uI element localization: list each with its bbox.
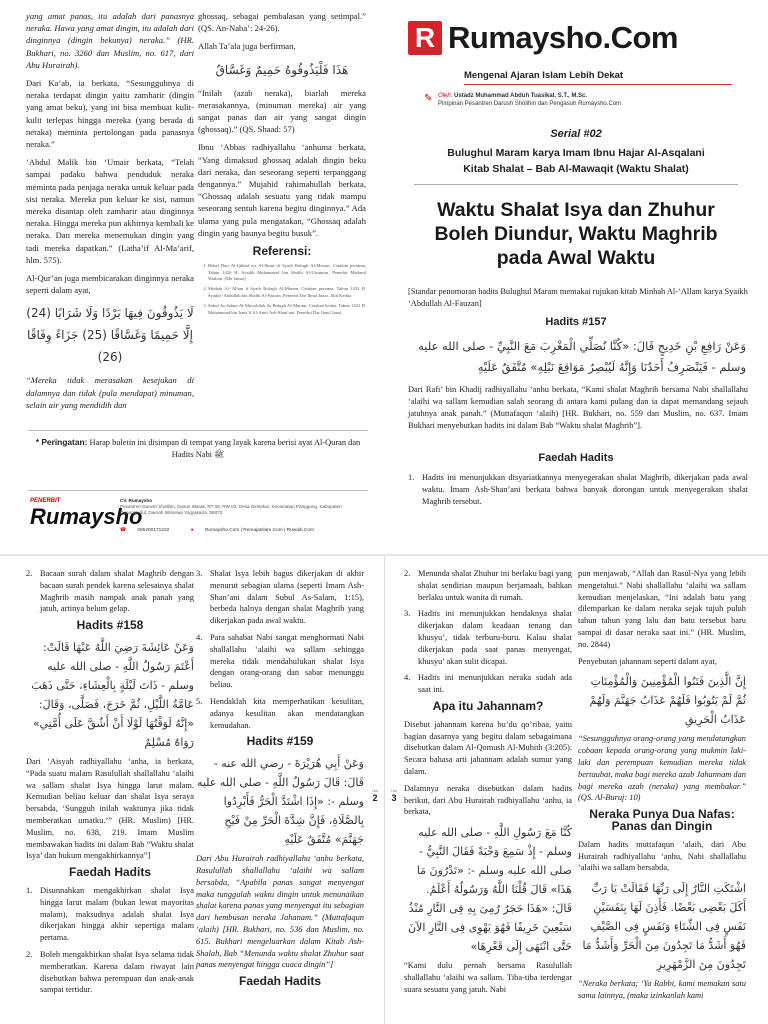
- publisher-footer: [30, 498, 370, 548]
- list-item: 2. Boleh mengakhirkan shalat Isya selama tidak memberatkan. Karena dalam riwayat lain disebutkan bahwa perempuan dan anak-anak sampai tertidur.: [26, 949, 194, 995]
- hadits-translation: Dari ‘Aisyah radhiyallahu ‘anha, ia berkata, “Pada suatu malam Rasulullah shallallahu ‘alaihi wa sallam shalat Isya hingga larut malam. Kemudian beliau keluar dan shalat Isya seraya bersabda, ‘Sungguh inilah waktunya jika tidak memberatkan umatku.’” (HR. Muslim) [HR. Muslim, no. 638, 219. Imam Muslim membawakan hadits ini dalam Bab “Waktu shalat Isya’ dan hukum mengakhirkannya”]: [26, 756, 194, 861]
- page-gutter: [384, 556, 385, 1024]
- warning-text: Harap buletin ini disimpan di tempat yang layak karena berisi ayat Al-Quran dan Hadits Nabi ﷺ: [87, 438, 361, 459]
- arabic-hadits: وَعَنْ عَائِشَةَ رَضِيَ اللَّهُ عَنْهَا قَالَتْ: أَعْتَمَ رَسُولُ اللَّهِ - صلى الله عليه وسلم - ذَاتَ لَيْلَةٍ بِالْعِشَاءِ، حَتَّى ذَهَبَ عَامَّةُ اللَّيْلِ، ثُمَّ خَرَجَ، فَصَلَّى، وَقَالَ: «إِنَّهُ لَوَقْتُهَا لَوْلَا أَنْ أَشُقَّ عَلَى أُمَّتِي» رَوَاهُ مُسْلِمٌ: [31, 640, 194, 749]
- faedah-heading: Faedah Hadits: [538, 452, 614, 464]
- list-item: 5. Hendaklah kita memperhatikan kesulitan, adanya kesulitan akan mendatangkan kemudahan.: [196, 696, 364, 730]
- inner-column-4: [578, 568, 746, 1007]
- back-page: [0, 0, 384, 556]
- references-list: [198, 263, 366, 316]
- logo-text: Rumaysho.Com: [448, 20, 678, 55]
- paragraph: “Neraka berkata; ‘Ya Rabbi, kami memakan satu sama lainnya, (maka izinkanlah kami: [578, 979, 746, 1000]
- phone-icon: ☎: [120, 528, 126, 533]
- author-role: Pimpinan Pesantren Darush Sholihin dan Pengasuh Rumaysho.Com: [438, 101, 622, 107]
- list-item: 3. Hadits ini menunjukkan hendaknya shalat dikerjakan dalam keadaan tenang dan khusyu’, tidak terburu-buru. Kalau shalat dikerjakan pada saat panas menyengat, khusyu’ akan sulit dicapai.: [404, 609, 572, 666]
- paragraph: Ibnu ‘Abbas radhiyallahu ‘anhuma berkata, “Yang dimaksud ghossaq adalah dingin beku dari neraka, dan seseorang seperti terpanggang dengannya.” Mujahid rahimahullah berkata, “Ghossaq adalah sesuatu yang tidak mampu seseorang sentuh karena begitu dinginnya.” Ada ulama yang pula mengatakan, “Ghossaq adalah dingin yang baunya begitu busuk”.: [198, 142, 366, 238]
- paragraph: Penyebutan jahannam seperti dalam ayat,: [578, 656, 717, 666]
- inner-column-1: [26, 568, 194, 1001]
- paragraph: Al-Qur’an juga membicarakan dinginnya neraka seperti dalam ayat,: [26, 273, 194, 296]
- inner-column-2: [196, 568, 364, 994]
- author-name: Ustadz Muhammad Abduh Tuasikal, S.T., M.Sc.: [452, 93, 588, 99]
- divider: [464, 84, 732, 85]
- list-item: 2. Menunda shalat Zhuhur ini berlaku bagi yang shalat sendirian maupun berjamaah, bahkan berlaku untuk wanita di rumah.: [404, 569, 572, 602]
- logo-mark: R: [408, 21, 442, 55]
- arabic-hadits: وَعَنْ رَافِعِ بْنِ خَدِيجٍ قَالَ: «كُنَّا نُصَلِّي الْمَغْرِبَ مَعَ النَّبِيِّ - صلى الله عليه وسلم - فَيَنْصَرِفُ أَحَدُنَا وَإِنَّهُ لَيُبْصِرُ مَوَاقِعَ نَبْلِهِ» مُتَّفَقٌ عَلَيْهِ: [418, 339, 746, 374]
- paragraph: Disebut jahannam karena bu’du qo’ribaa, yaitu bagian dasarnya yang begitu dalam sebagaimana disebutkan dalam Al-Qomush Al-Muhith (3:205). Secara bahasa arti jahannam adalah sumur yang dalam.: [404, 719, 572, 776]
- list-item: 1. Disunnahkan mengakhirkan shalat Isya hingga larut malam (bukan lewat mayoritas malam), maksudnya adalah shalat Isya dikerjakan hingga akhir sepertiga malam pertama.: [26, 885, 194, 943]
- publisher-small-label: PENERBIT: [30, 498, 61, 504]
- hadits-heading: Hadits #157: [545, 316, 607, 328]
- divider: [414, 184, 738, 185]
- site-logo: [408, 20, 678, 56]
- paragraph: ‘Abdul Malik bin ‘Umair berkata, “Telah sampai padaku bahwa penduduk neraka meminta pada penjaga neraka untuk keluar pada sisi neraka. Mereka pun keluar ke sisi, namun mereka disantap oleh zamharir atau dinginnya neraka. Hingga mereka pun akhirnya kembali ke neraka. Dan mereka menemukan dingin yang tadi mereka dapatkan.” (Latha’if Al-Ma’arif, hlm. 575).: [26, 157, 194, 265]
- paragraph: “Inilah (azab neraka), biarlah mereka merasakannya, (minuman mereka) air yang sangat panas dan air yang sangat dingin (ghossaq).” (QS. Shaad: 57): [198, 87, 366, 135]
- faedah-heading: Faedah Hadits: [238, 974, 322, 989]
- paragraph: pun menjawab, “Allah dan Rasul-Nya yang lebih mengetahui.” Nabi shallallahu ‘alaihi wa sallam kemudian menjelaskan, “Ini adalah batu yang dilemparkan ke dalam neraka sejak tujuh puluh tahun tahun yang lalu dan batu tersebut baru sampai di dasar neraka saat ini.” (HR. Muslim, no. 2844): [578, 569, 746, 649]
- author-prefix: Oleh:: [438, 93, 453, 99]
- inner-column-3: [404, 568, 572, 1001]
- paragraph: “Mereka tidak merasakan kesejukan di dalamnya dan tidak (pula mendapat) minuman, selain air yang mendidih dan: [26, 375, 194, 410]
- page-title: Waktu Shalat Isya dan Zhuhur Boleh Diundur, Waktu Maghrib pada Awal Waktu: [434, 199, 718, 269]
- paragraph: Dalam hadits muttafaqun ‘alaih, dari Abu Hurairah radhiyallahu ‘anhu, Nabi shallallahu ‘alaihi wa sallam bersabda,: [578, 839, 746, 873]
- paragraph: Dari Ka’ab, ia berkata, “Sesungguhnya di neraka terdapat dingin yaitu zamharir (dingin yang amat beku), yang ini bisa membuat kulit-kulit terlepas hingga mereka (yang berada di neraka) meminta pertolongan pada panasnya neraka.”: [26, 78, 194, 150]
- arabic-hadits: كُنَّا مَعَ رَسُولِ اللَّهِ - صلى الله عليه وسلم - إِذْ سَمِعَ وَجْبَةً فَقَالَ النَّبِيُّ - صلى الله عليه وسلم -: «تَدْرُونَ مَا هَذَا» قَالَ قُلْنَا اللَّهُ وَرَسُولُهُ أَعْلَمُ. قَالَ: «هَذَا حَجَرٌ رُمِىَ بِهِ فِى النَّارِ مُنْذُ سَبْعِينَ خَرِيفًا فَهُوَ يَهْوِى فِى النَّارِ الآنَ حَتَّى انْتَهَى إِلَى قَعْرِهَا»: [407, 826, 572, 954]
- reference-item: 1. Bekal Dari Al-Ijtihad wa Al-Ihsan di Syarh Bulugh Al-Maram. Cetakan pertama, Tahun 1426 H. Syaikh Muhammad bin Shalih Al-Utsaimin. Penerbit Madarul Wathon. [Ma’lumat]: [208, 263, 366, 282]
- publisher-contacts: [120, 528, 334, 533]
- divider: [28, 490, 368, 491]
- hadits-translation: Dari Rafi’ bin Khadij radhiyallahu ‘anhu berkata, “Kami shalat Maghrib bersama Nabi shallallahu ‘alaihi wa sallam kemudian salah seorang di antara kami pulang dan ia dapat memandang sejauh jatuhnya anak panah.” (Muttafaqun ‘alaih) [HR. Bukhari, no. 559 dan Muslim, no. 637. Imam Bukhari menyebutkan hadits ini dalam Bab “Waktu shalat Maghrib”].: [408, 385, 748, 430]
- section-heading: Neraka Punya Dua Nafas: Panas dan Dingin: [589, 807, 735, 833]
- paragraph: yang amat panas, itu adalah dari panasnya neraka. Hawa yang amat dingin, itu adalah dari dinginnya (dingin bekunya) neraka.” (HR. Bukhari, no. 3260 dan Muslim, no. 617, dari Abu Hurairah).: [26, 11, 194, 70]
- arabic-hadits: اشْتَكَتِ النَّارُ إِلَى رَبِّهَا فَقَالَتْ يَا رَبِّ أَكَلَ بَعْضِى بَعْضًا. فَأَذِنَ لَهَا بِنَفَسَيْنِ نَفَسٍ فِى الشِّتَاءِ وَنَفَسٍ فِى الصَّيْفِ فَهُوَ أَشَدُّ مَا تَجِدُونَ مِنَ الْحَرِّ وَأَشَدُّ مَا تَجِدُونَ مِنَ الزَّمْهَرِيرِ: [582, 882, 746, 972]
- tagline: Mengenal Ajaran Islam Lebih Dekat: [464, 70, 624, 81]
- section-heading: Apa itu Jahannam?: [432, 698, 544, 713]
- publisher-logo: Rumaysho: [30, 504, 143, 529]
- references-heading: Referensi:: [252, 244, 312, 259]
- phone-contact: ☎ 085200171222: [120, 528, 170, 533]
- arabic-verse: هَذَا فَلْيَذُوقُوهُ حَمِيمٌ وَغَسَّاقٌ: [215, 62, 349, 77]
- list-item: 4. Para sahabat Nabi sangat menghormati Nabi shallallahu ‘alaihi wa sallam sehingga mereka tidak mendahulukan shalat Isya dengan orang-orang dan sabar menunggu beliau.: [196, 632, 364, 690]
- faedah-list: [408, 472, 748, 508]
- back-column-2: [198, 10, 366, 320]
- publisher-name: CV. Rumaysho: [120, 498, 152, 503]
- arabic-verse: إِنَّ الَّذِينَ فَتَنُوا الْمُؤْمِنِينَ وَالْمُؤْمِنَاتِ ثُمَّ لَمْ يَتُوبُوا فَلَهُمْ عَذَابُ جَهَنَّمَ وَلَهُمْ عَذَابُ الْحَرِيقِ: [589, 675, 746, 727]
- reference-item: 2. Minhah Al-‘Allam fi Syarh Bulugh Al-Maram. Cetakan pertama, Tahun 1432 H. Syaikh ‘Abdullah bin Shalih Al-Fauzan. Penerbit Dar Ibnul Jauzi. Jilid Kedua: [208, 286, 366, 299]
- subtitle: Bulughul Maram karya Imam Ibnu Hajar Al-Asqalani Kitab Shalat – Bab Al-Mawaqit (Waktu Shalat): [447, 147, 705, 175]
- faedah-heading: Faedah Hadits: [68, 865, 152, 880]
- intro-note: [Standar penomoran hadits Bulughul Maram memakai rujukan kitab Minhah Al-‘Allam karya Syaikh ‘Abdullah Al-Fauzan]: [408, 287, 748, 308]
- page-number-right: hal 3: [391, 788, 397, 803]
- divider: [28, 430, 368, 431]
- list-item: 1. Hadits ini menunjukkan disyariatkannya menyegerakan shalat Maghrib, dikerjakan pada awal waktu. Imam Ash-Shan’ani berkata bahwa banyak dorongan untuk menyegerakan shalat Maghrib tersebut.: [408, 473, 748, 506]
- publisher-info: [120, 498, 370, 516]
- web-contact: ● Rumaysho.Com | RemajaIslam.Com | Ruwaih.Com: [190, 528, 315, 533]
- page-number-left: hal 2: [372, 788, 378, 803]
- list-item: 3. Shalat Isya lebih bagus dikerjakan di akhir menurut sebagian ulama (seperti Imam Ash-Shan’ani dalam Subul As-Salam, 1:15), berbeda halnya dengan shalat Maghrib yang dikerjakan pada awal waktu.: [196, 569, 364, 626]
- back-column-1: [26, 10, 194, 417]
- globe-icon: ●: [190, 528, 194, 533]
- paragraph: ghossaq, sebagai pembalasan yang setimpal.” (QS. An-Naba’: 24-26).: [198, 11, 366, 34]
- paragraph: “Kami dulu pernah bersama Rasulullah shallallahu ‘alaihi wa sallam. Tiba-tiba terdengar suara sesuatu yang jatuh. Nabi: [404, 961, 572, 994]
- author-block: [438, 92, 621, 108]
- paragraph: “Sesungguhnya orang-orang yang mendatangkan cobaan kepada orang-orang yang mukmin laki-laki dan perempuan kemudian mereka tidak bertaubat, maka bagi mereka azab Jahannam dan bagi mereka azab (neraka) yang membakar.” (QS. Al-Buruj: 10): [578, 734, 746, 803]
- list-item: 4. Hadits ini menunjukkan neraka sudah ada saat ini.: [404, 673, 572, 695]
- author-icon: ✎: [424, 93, 433, 104]
- arabic-hadits: وَعَنْ أَبِي هُرَيْرَةَ - رضي الله عنه - قَالَ: قَالَ رَسُولُ اللَّهِ - صلى الله عليه وسلم -: «إِذَا اشْتَدَّ الْحَرُّ فَأَبْرِدُوا بِالصَّلَاةِ، فَإِنَّ شِدَّةَ الْحَرِّ مِنْ فَيْحِ جَهَنَّمَ» مُتَّفَقٌ عَلَيْهِ: [196, 757, 364, 847]
- bottom-spread: [0, 556, 768, 1024]
- hadits-heading: Hadits #158: [76, 618, 144, 633]
- paragraph: Allah Ta’ala juga berfirman,: [198, 41, 296, 52]
- publisher-address: Pesantren Darush Sholihin, Dusun Warak, RT 08, RW 02, Desa Girisekar, Kecamatan Panggang, Kabupaten Gunungkidul, Daerah Istimewa Yogyakarta, 55872.: [120, 504, 342, 515]
- warning-note: [28, 436, 368, 461]
- serial-number: Serial #02: [550, 128, 602, 140]
- paragraph: Dalamnya neraka disebutkan dalam hadits berikut, dari Abu Hurairah radhiyallahu ‘anhu, ia berkata,: [404, 783, 572, 817]
- front-page: [384, 0, 768, 556]
- arabic-verse: لَا يَذُوقُونَ فِيهَا بَرْدًا وَلَا شَرَابًا (24) إِلَّا حَمِيمًا وَغَسَّاقًا (25) جَزَاءً وِفَاقًا (26): [26, 306, 194, 365]
- hadits-translation: Dari Abu Hurairah radhiyallahu ‘anhu berkata, Rasulullah shallallahu ‘alaihi wa sallam bersabda, “Apabila panas sangat menyengat maka tunggulah waktu dingin untuk menunaikan shalat karena panas yang menyengat itu sebagian dari hembusan neraka Jahanam.” (Muttafaqun ‘alaih) [HR. Bukhari, no. 536 dan Muslim, no. 615. Bukhari mengeluarkan dalam Kitab Ash-Shalah, Bab “Menunda waktu shalat Zhuhur saat panas menyengat hingga cuaca dingin”]: [196, 854, 364, 970]
- warning-label: * Peringatan:: [35, 437, 88, 447]
- list-item: 2. Bacaan surah dalam shalat Maghrib dengan bacaan surah pendek karena selesainya shalat Maghrib masih nampak anak panah yang jatuh, artinya belum gelap.: [26, 569, 194, 614]
- hadits-heading: Hadits #159: [246, 734, 314, 749]
- reference-item: 3. Subul As-Salam Al-Mawshilah ila Bulugh Al-Maram. Cetakan kedua, Tahun 1432 H. Muhammad bin Isma’il Al-Amir Ash-Shan’ani. Penerbit Dar Ibnul Jauzi: [208, 303, 366, 316]
